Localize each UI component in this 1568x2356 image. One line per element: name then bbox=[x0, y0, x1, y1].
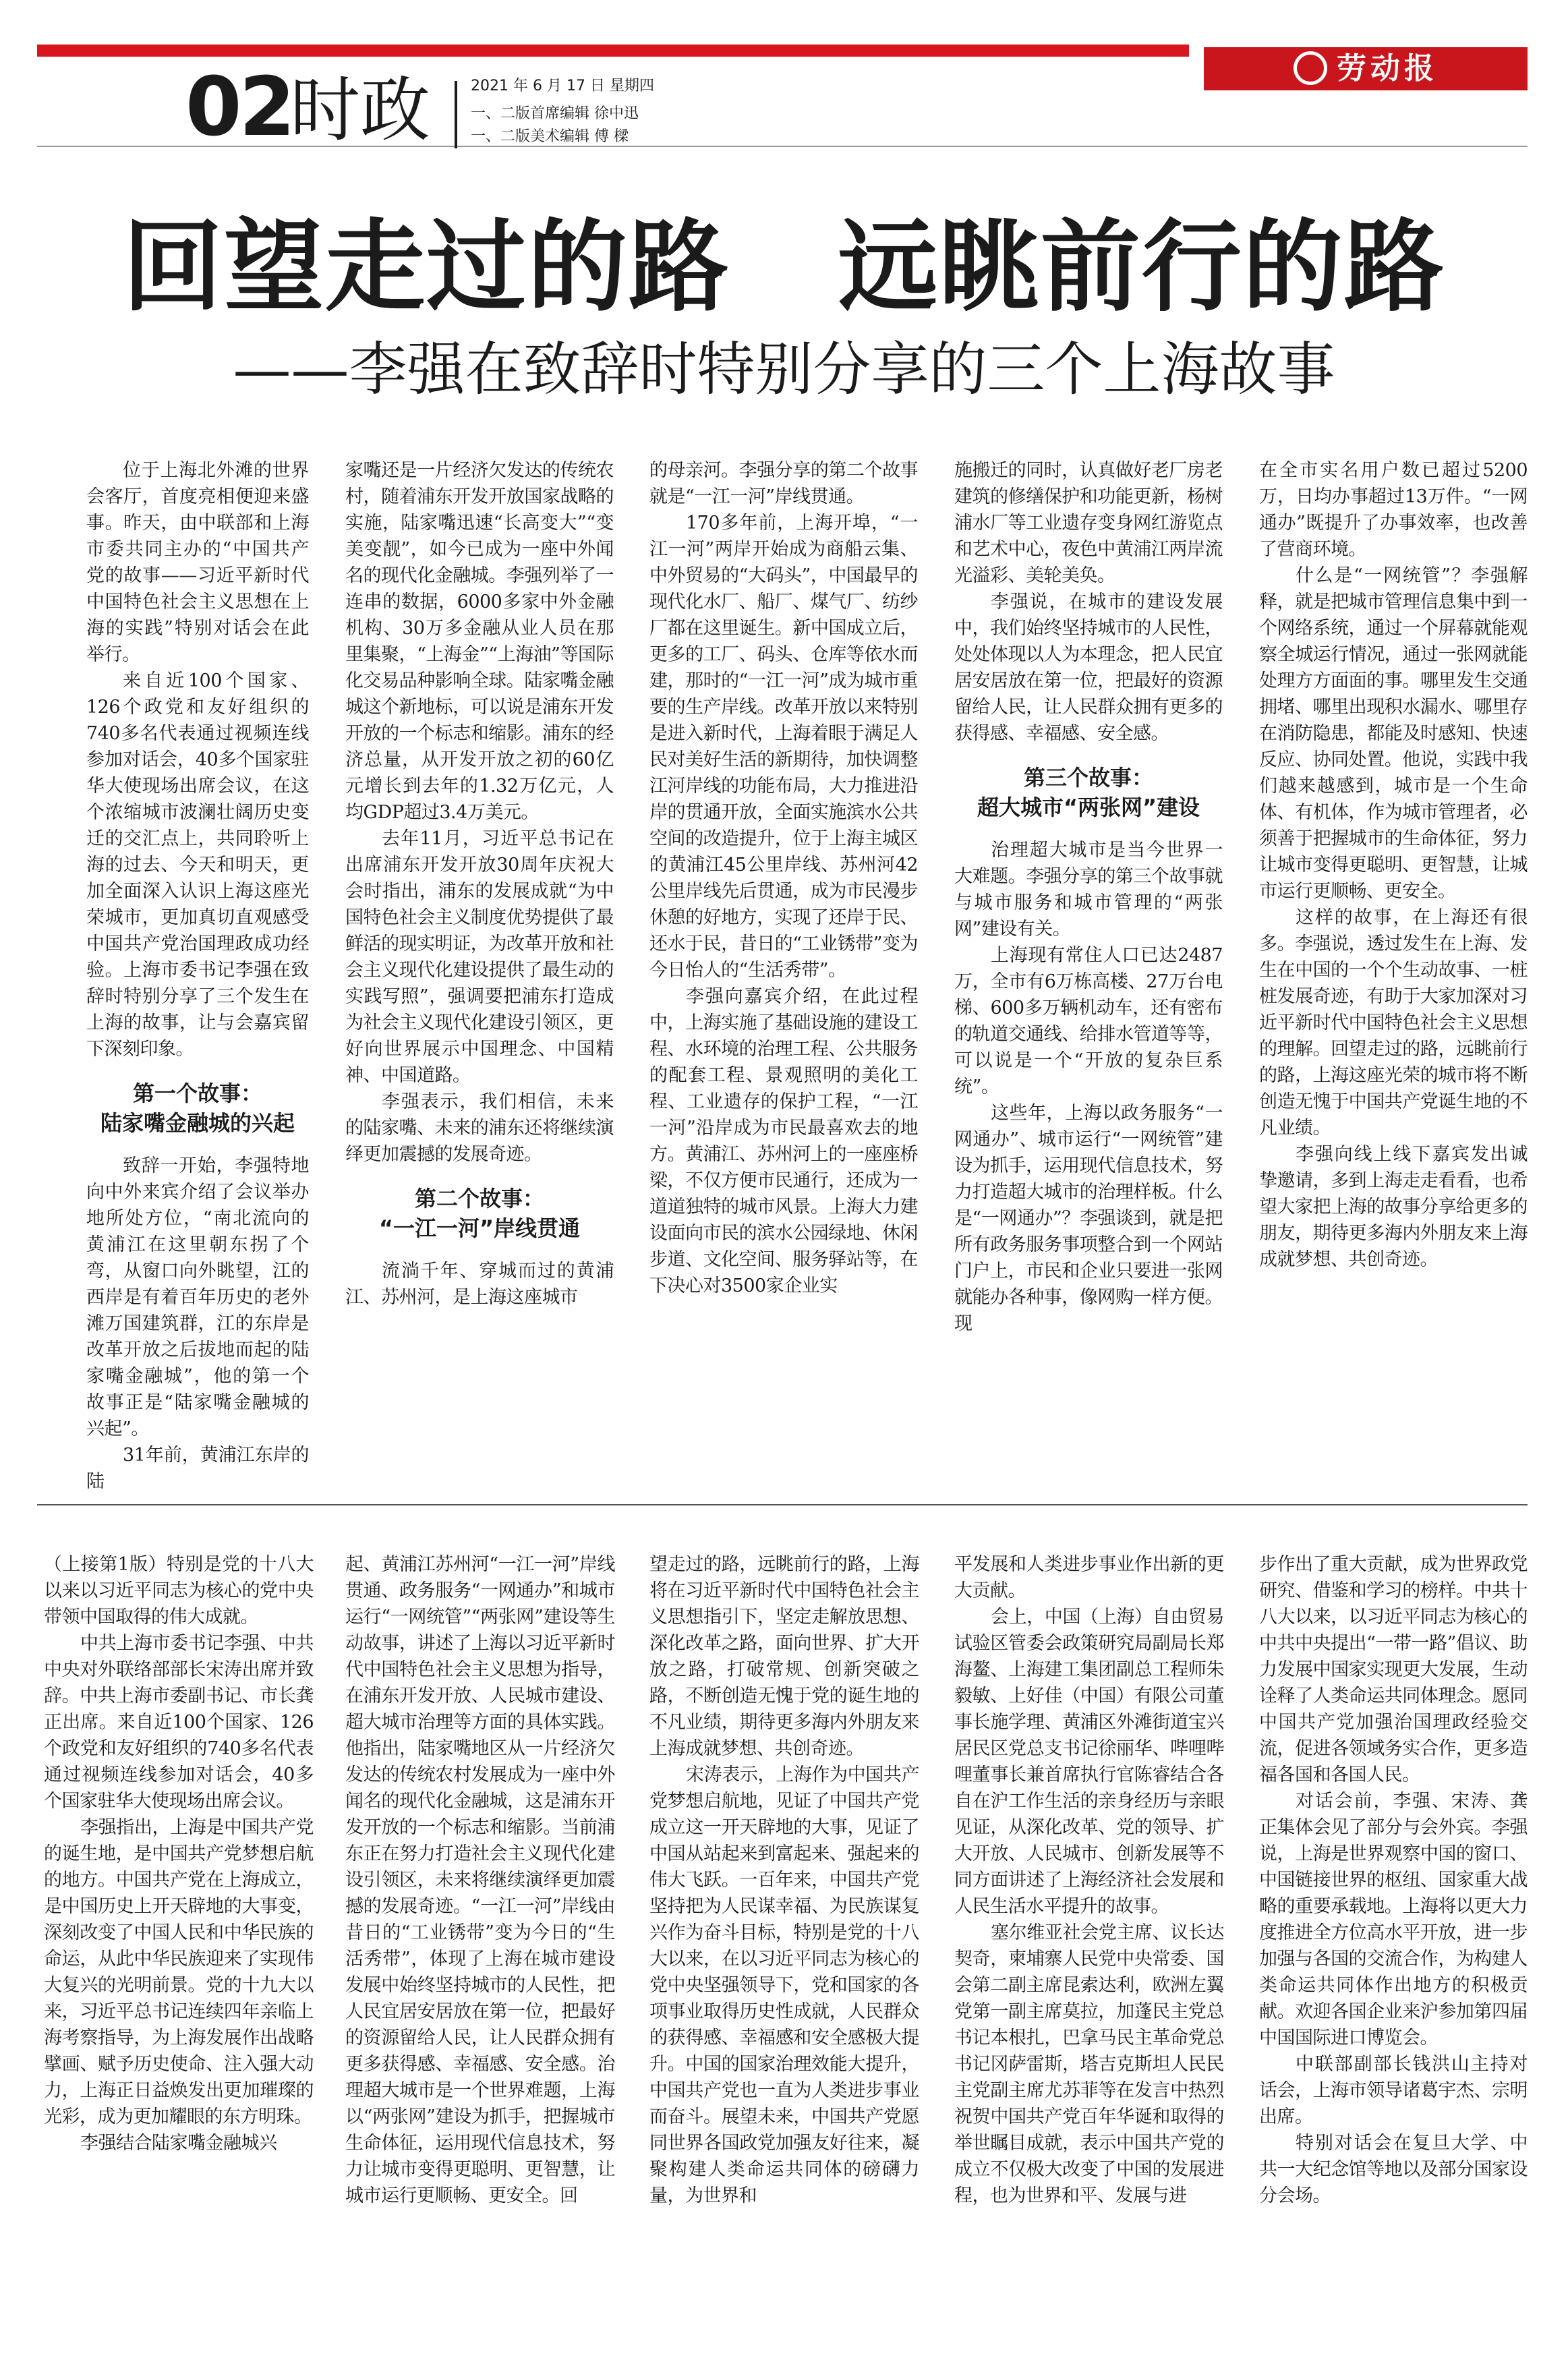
paragraph: 平发展和人类进步事业作出新的更大贡献。 bbox=[954, 1554, 1224, 1601]
paragraph: 对话会前，李强、宋涛、龚正集体会见了部分与会外宾。李强说，上海是世界观察中国的窗口、中国链接世界的枢纽、国家重大战略的重要承载地。上海将以更大力度推进全方位高水平开放，进一步加强与各国的交流合作，为构建人类命运共同体作出地方的积极贡献。欢迎各国企业来沪参加第四届中国国际进口博览会。 bbox=[1259, 1791, 1528, 2048]
art-editor: 一、二版美术编辑 傅 樑 bbox=[471, 128, 629, 145]
paragraph: 31年前，黄浦江东岸的陆 bbox=[86, 1445, 309, 1492]
paragraph: 特别对话会在复旦大学、中共一大纪念馆等地以及部分国家设分会场。 bbox=[1259, 2133, 1528, 2206]
paragraph: 家嘴还是一片经济欠发达的传统农村，随着浦东开发开放国家战略的实施，陆家嘴迅速“长高变大”“变美变靓”，如今已成为一座中外闻名的现代化金融城。李强列举了一连串的数据，6000多家中外金融机构、30万多金融从业人员在那里集聚，“上海金”“上海油”等国际化交易品种影响全球。陆家嘴金融城这个新地标，可以说是浦东开发开放的一个标志和缩影。浦东的经济总量，从开发开放之初的60亿元增长到去年的1.32万亿元，人均GDP超过3.4万美元。 bbox=[345, 460, 614, 823]
paragraph: 去年11月，习近平总书记在出席浦东开发开放30周年庆祝大会时指出，浦东的发展成就“为中国特色社会主义制度优势提供了最鲜活的现实明证，为改革开放和社会主义现代化建设提供了最生动的实践写照”，强调要把浦东打造成为社会主义现代化建设引领区，更好向世界展示中国理念、中国精神、中国道路。 bbox=[345, 828, 614, 1086]
top-column-4 bbox=[954, 457, 1223, 1337]
paragraph: 会上，中国（上海）自由贸易试验区管委会政策研究局副局长郑海鳌、上海建工集团副总工程师朱毅敏、上好佳（中国）有限公司董事长施学理、黄浦区外滩街道宝兴居民区党总支书记徐丽华、哔哩哔哩董事长兼首席执行官陈睿结合各自在沪工作生活的亲身经历与亲眼见证，从深化改革、党的领导、扩大开放、人民城市、创新发展等不同方面讲述了上海经济社会发展和人民生活水平提升的故事。 bbox=[954, 1607, 1224, 1917]
paragraph: 宋涛表示，上海作为中国共产党梦想启航地，见证了中国共产党成立这一开天辟地的大事，见证了中国从站起来到富起来、强起来的伟大飞跃。一百年来，中国共产党坚持把为人民谋幸福、为民族谋复兴作为奋斗目标，特别是党的十八大以来，在以习近平同志为核心的党中央坚强领导下，党和国家的各项事业取得历史性成就，人民群众的获得感、幸福感和安全感极大提升。中国的国家治理效能大提升，中国共产党也一直为人类进步事业而奋斗。展望未来，中国共产党愿同世界各国政党加强友好往来，凝聚构建人类命运共同体的磅礴力量，为世界和 bbox=[649, 1764, 919, 2206]
paragraph: 李强指出，上海是中国共产党的诞生地，是中国共产党梦想启航的地方。中国共产党在上海成立，是中国历史上开天辟地的大事变，深刻改变了中国人民和中华民族的命运，从此中华民族迎来了实现伟大复兴的光明前景。党的十九大以来，习近平总书记连续四年亲临上海考察指导，为上海发展作出战略擘画、赋予历史使命、注入强大动力，上海正日益焕发出更加璀璨的光彩，成为更加耀眼的东方明珠。 bbox=[44, 1817, 314, 2127]
paragraph: 治理超大城市是当今世界一大难题。李强分享的第三个故事就与城市服务和城市管理的“两张网”建设有关。 bbox=[954, 840, 1223, 940]
paragraph: 施搬迁的同时，认真做好老厂房老建筑的修缮保护和功能更新，杨树浦水厂等工业遗存变身网红游览点和艺术中心，夜色中黄浦江两岸流光溢彩、美轮美奂。 bbox=[954, 460, 1223, 586]
section-name: 时政 bbox=[290, 69, 431, 151]
logo-emblem-icon bbox=[1294, 51, 1327, 85]
paragraph: 中共上海市委书记李强、中共中央对外联络部部长宋涛出席并致辞。中共上海市委副书记、市长龚正出席。来自近100个国家、126个政党和友好组织的740多名代表通过视频连线参加对话会，40多个国家驻华大使现场出席会议。 bbox=[44, 1633, 314, 1812]
paragraph: 位于上海北外滩的世界会客厅，首度亮相便迎来盛事。昨天，由中联部和上海市委共同主办的“中国共产党的故事——习近平新时代中国特色社会主义思想在上海的实践”特别对话会在此举行。 bbox=[86, 460, 309, 665]
page-number: 02 bbox=[185, 61, 293, 154]
paragraph: 李强表示，我们相信，未来的陆家嘴、未来的浦东还将继续演绎更加震撼的发展奇迹。 bbox=[345, 1091, 614, 1165]
paragraph: 在全市实名用户数已超过5200万，日均办事超过13万件。“一网通办”既提升了办事效率，也改善了营商环境。 bbox=[1259, 460, 1528, 560]
paragraph: 这些年，上海以政务服务“一网通办”、城市运行“一网统管”建设为抓手，运用现代信息技术，努力打造超大城市的治理样板。什么是“一网通办”？李强谈到，就是把所有政务服务事项整合到一个网站门户上，市民和企业只要进一张网就能办各种事，像网购一样方便。现 bbox=[954, 1103, 1223, 1334]
story-2-heading: 第二个故事： “一江一河”岸线贯通 bbox=[378, 1186, 581, 1241]
paragraph: 塞尔维亚社会党主席、议长达契奇，柬埔寨人民党中央常委、国会第二副主席昆索达利，欧洲左翼党第一副主席莫拉，加蓬民主党总书记本根扎，巴拿马民主革命党总书记冈萨雷斯，塔吉克斯坦人民民主党副主席尤苏菲等在发言中热烈祝贺中国共产党百年华诞和取得的举世瞩目成就，表示中国共产党的成立不仅极大改变了中国的发展进程，也为世界和平、发展与进 bbox=[954, 1922, 1224, 2206]
newspaper-logo bbox=[1204, 47, 1528, 90]
paragraph: 这样的故事，在上海还有很多。李强说，透过发生在上海、发生在中国的一个个生动故事、一桩桩发展奇迹，有助于大家加深对习近平新时代中国特色社会主义思想的理解。回望走过的路，远眺前行的路，上海这座光荣的城市将不断创造无愧于中国共产党诞生地的不凡业绩。 bbox=[1259, 907, 1528, 1139]
chief-editor: 一、二版首席编辑 徐中迅 bbox=[471, 105, 639, 122]
paragraph: 致辞一开始，李强特地向中外来宾介绍了会议举办地所处方位，“南北流向的黄浦江在这里朝东拐了个弯，从窗口向外眺望，江的西岸是有着百年历史的老外滩万国建筑群，江的东岸是改革开放之后拔地而起的陆家嘴金融城”，他的第一个故事正是“陆家嘴金融城的兴起”。 bbox=[86, 1155, 309, 1439]
paragraph: 的母亲河。李强分享的第二个故事就是“一江一河”岸线贯通。 bbox=[649, 460, 918, 507]
paragraph: 来自近100个国家、126个政党和友好组织的740多名代表通过视频连线参加对话会，40多个国家驻华大使现场出席会议，在这个浓缩城市波澜壮阔历史变迁的交汇点上，共同聆听上海的过去、今天和明天，更加全面深入认识上海这座光荣城市，更加真切直观感受中国共产党治国理政成功经验。上海市委书记李强在致辞时特别分享了三个发生在上海的故事，让与会嘉宾留下深刻印象。 bbox=[86, 670, 309, 1060]
paragraph: 流淌千年、穿城而过的黄浦江、苏州河，是上海这座城市 bbox=[345, 1261, 614, 1308]
paragraph: 什么是“一网统管”？李强解释，就是把城市管理信息集中到一个网络系统，通过一个屏幕就能观察全城运行情况，通过一张网就能处理方方面面的事。哪里发生交通拥堵、哪里出现积水漏水、哪里存在消防隐患，都能及时感知、快速反应、协同处置。他说，实践中我们越来越感到，城市是一个生命体、有机体，作为城市管理者，必须善于把握城市的生命体征，努力让城市变得更聪明、更智慧，让城市运行更顺畅、更安全。 bbox=[1259, 565, 1528, 902]
top-column-3 bbox=[649, 457, 918, 1299]
bottom-column-4 bbox=[954, 1551, 1224, 2209]
paragraph: 起、黄浦江苏州河“一江一河”岸线贯通、政务服务“一网通办”和城市运行“一网统管”“两张网”建设等生动故事，讲述了上海以习近平新时代中国特色社会主义思想为指导，在浦东开发开放、人民城市建设、超大城市治理等方面的具体实践。他指出，陆家嘴地区从一片经济欠发达的传统农村发展成为一座中外闻名的现代化金融城，这是浦东开发开放的一个标志和缩影。当前浦东正在努力打造社会主义现代化建设引领区，未来将继续演绎更加震撼的发展奇迹。“一江一河”岸线由昔日的“工业锈带”变为今日的“生活秀带”，体现了上海在城市建设发展中始终坚持城市的人民性，把人民宜居安居放在第一位，把最好的资源留给人民，让人民群众拥有更多获得感、幸福感、安全感。治理超大城市是一个世界难题，上海以“两张网”建设为抓手，把握城市生命体征，运用现代信息技术，努力让城市变得更聪明、更智慧，让城市运行更顺畅、更安全。回 bbox=[345, 1554, 615, 2206]
article-subheadline: ——李强在致辞时特别分享的三个上海故事 bbox=[233, 336, 1335, 403]
top-column-1 bbox=[86, 457, 309, 1495]
paragraph: 中联部副部长钱洪山主持对话会，上海市领导诸葛宇杰、宗明出席。 bbox=[1259, 2054, 1528, 2127]
article-separator-line bbox=[37, 1504, 1528, 1505]
top-column-2 bbox=[345, 457, 614, 1311]
story-1-heading: 第一个故事： 陆家嘴金融城的兴起 bbox=[100, 1081, 295, 1136]
paragraph: 李强结合陆家嘴金融城兴 bbox=[80, 2133, 277, 2154]
paragraph: 李强向线上线下嘉宾发出诚挚邀请，多到上海走走看看，也希望大家把上海的故事分享给更多的朋友，期待更多海内外朋友来上海成就梦想、共创奇迹。 bbox=[1259, 1144, 1528, 1270]
header-divider bbox=[455, 81, 457, 148]
bottom-column-5 bbox=[1259, 1551, 1528, 2209]
paragraph: 望走过的路，远眺前行的路，上海将在习近平新时代中国特色社会主义思想指引下，坚定走解放思想、深化改革之路，面向世界、扩大开放之路，打破常规、创新突破之路，不断创造无愧于党的诞生地的不凡业绩，期待更多海内外朋友来上海成就梦想、共创奇迹。 bbox=[649, 1554, 919, 1759]
bottom-column-1 bbox=[44, 1551, 314, 2156]
top-column-5 bbox=[1259, 457, 1528, 1273]
logo-text: 劳动报 bbox=[1337, 51, 1438, 86]
paragraph: 步作出了重大贡献，成为世界政党研究、借鉴和学习的榜样。中共十八大以来，以习近平同志为核心的中共中央提出“一带一路”倡议、助力发展中国家实现更大发展，生动诠释了人类命运共同体理念。愿同中国共产党加强治国理政经验交流，促进各领域务实合作，更多造福各国和各国人民。 bbox=[1259, 1554, 1528, 1785]
bottom-column-3 bbox=[649, 1551, 919, 2209]
paragraph: 上海现有常住人口已达2487万，全市有6万栋高楼、27万台电梯、600多万辆机动车，还有密布的轨道交通线、给排水管道等等，可以说是一个“开放的复杂巨系统”。 bbox=[954, 945, 1223, 1097]
article-headline: 回望走过的路 远眺前行的路 bbox=[123, 208, 1445, 325]
issue-date: 2021 年 6 月 17 日 星期四 bbox=[471, 78, 654, 94]
paragraph: （上接第1版）特别是党的十八大以来以习近平同志为核心的党中央带领中国取得的伟大成就。 bbox=[44, 1554, 314, 1628]
header-red-bar bbox=[37, 45, 1189, 57]
paragraph: 170多年前，上海开埠，“一江一河”两岸开始成为商船云集、中外贸易的“大码头”，中国最早的现代化水厂、船厂、煤气厂、纺纱厂都在这里诞生。新中国成立后，更多的工厂、码头、仓库等依水而建，那时的“一江一河”成为城市重要的生产岸线。改革开放以来特别是进入新时代，上海着眼于满足人民对美好生活的新期待，加快调整江河岸线的功能布局，大力推进沿岸的贯通开放，全面实施滨水公共空间的改造提升，位于上海主城区的黄浦江45公里岸线、苏州河42公里岸线先后贯通，成为市民漫步休憩的好地方，实现了还岸于民、还水于民，昔日的“工业锈带”变为今日怡人的“生活秀带”。 bbox=[649, 513, 918, 981]
bottom-column-2 bbox=[345, 1551, 615, 2209]
paragraph: 李强向嘉宾介绍，在此过程中，上海实施了基础设施的建设工程、水环境的治理工程、公共服务的配套工程、景观照明的美化工程、工业遗存的保护工程，“一江一河”沿岸成为市民最喜欢去的地方。黄浦江、苏州河上的一座座桥梁，不仅方便市民通行，还成为一道道独特的城市风景。上海大力建设面向市民的滨水公园绿地、休闲步道、文化空间、服务驿站等，在下决心对3500家企业实 bbox=[649, 986, 918, 1296]
story-3-heading: 第三个故事： 超大城市“两张网”建设 bbox=[977, 765, 1200, 820]
paragraph: 李强说，在城市的建设发展中，我们始终坚持城市的人民性，处处体现以人为本理念，把人民宜居安居放在第一位，把最好的资源留给人民，让人民群众拥有更多的获得感、幸福感、安全感。 bbox=[954, 592, 1223, 744]
